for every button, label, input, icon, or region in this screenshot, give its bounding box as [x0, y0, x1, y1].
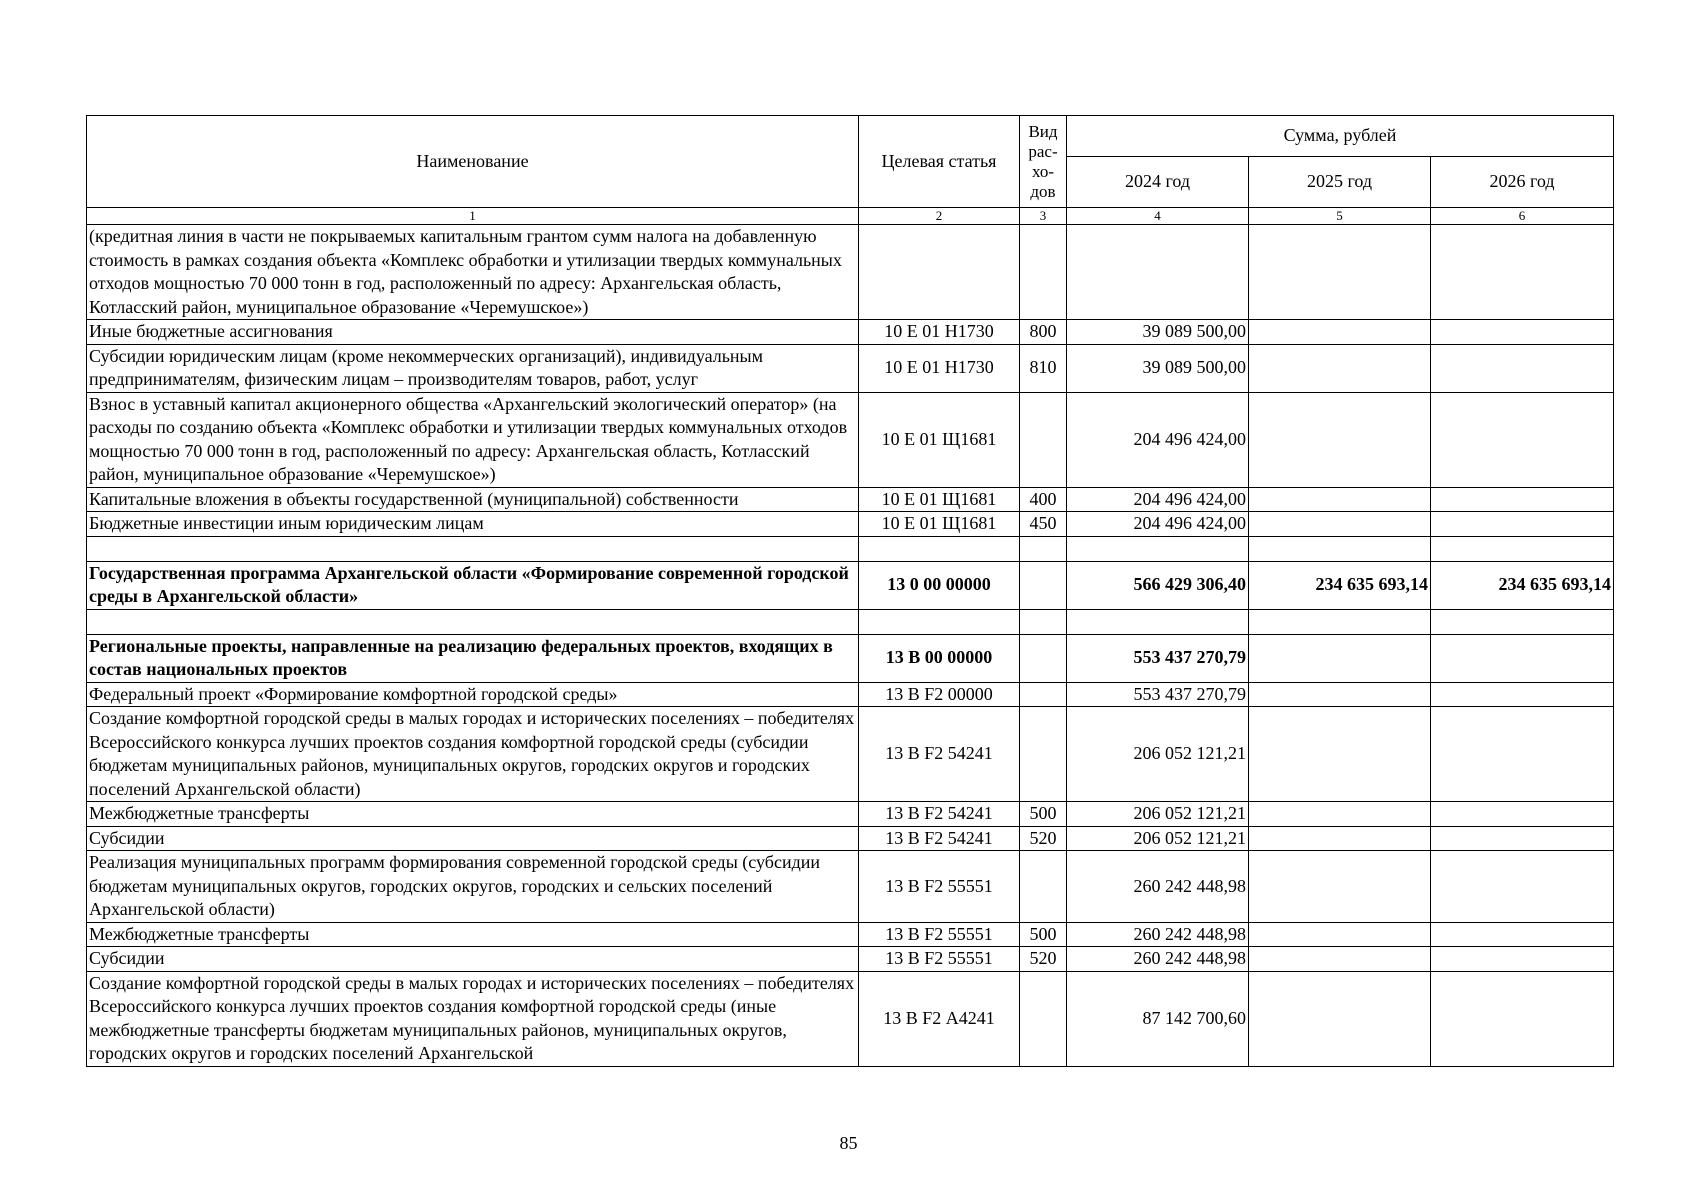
row-amount-2026	[1431, 802, 1614, 827]
row-amount-2026	[1431, 225, 1614, 320]
row-code: 10 Е 01 Щ1681	[859, 487, 1020, 512]
row-name: Межбюджетные трансферты	[87, 802, 859, 827]
row-vr: 520	[1020, 826, 1067, 851]
table-row	[87, 707, 1614, 802]
row-code: 10 Е 01 Н1730	[859, 320, 1020, 345]
row-code: 13 В F2 А4241	[859, 971, 1020, 1066]
row-amount-2024: 260 242 448,98	[1067, 947, 1249, 972]
row-amount-2026	[1431, 609, 1614, 634]
row-amount-2024: 206 052 121,21	[1067, 802, 1249, 827]
row-amount-2026	[1431, 947, 1614, 972]
table-row	[87, 826, 1614, 851]
row-vr: 400	[1020, 487, 1067, 512]
row-amount-2025	[1249, 487, 1431, 512]
header-target: Целевая статья	[859, 116, 1020, 208]
row-vr: 500	[1020, 802, 1067, 827]
row-amount-2025	[1249, 682, 1431, 707]
row-amount-2026	[1431, 392, 1614, 487]
row-name: Государственная программа Архангельской области «Формирование современной городской среды в Архангельской области»	[87, 561, 859, 609]
row-vr: 500	[1020, 922, 1067, 947]
header-sum: Сумма, рублей	[1067, 116, 1614, 157]
row-code	[859, 536, 1020, 561]
row-amount-2026	[1431, 344, 1614, 392]
row-vr: 810	[1020, 344, 1067, 392]
row-amount-2025	[1249, 802, 1431, 827]
table-row	[87, 802, 1614, 827]
row-name: Создание комфортной городской среды в малых городах и исторических поселениях – победителях Всероссийского конкурса лучших проектов создания комфортной городской среды (иные межбюджетные трансферты бюджетам муниципальных районов, муниципальных округов, городских округов и городских поселений Архангельской	[87, 971, 859, 1066]
row-amount-2024: 206 052 121,21	[1067, 707, 1249, 802]
column-numbers-row	[87, 208, 1614, 225]
row-amount-2024	[1067, 609, 1249, 634]
row-amount-2025	[1249, 851, 1431, 923]
page-number: 85	[839, 1133, 858, 1153]
table-row	[87, 947, 1614, 972]
row-name: Бюджетные инвестиции иным юридическим лицам	[87, 512, 859, 537]
row-vr	[1020, 682, 1067, 707]
row-amount-2024: 39 089 500,00	[1067, 320, 1249, 345]
row-amount-2024: 39 089 500,00	[1067, 344, 1249, 392]
row-amount-2025	[1249, 609, 1431, 634]
row-amount-2024: 87 142 700,60	[1067, 971, 1249, 1066]
row-name: Региональные проекты, направленные на реализацию федеральных проектов, входящих в состав национальных проектов	[87, 634, 859, 682]
row-code: 13 В F2 55551	[859, 947, 1020, 972]
row-amount-2025	[1249, 971, 1431, 1066]
row-amount-2026	[1431, 826, 1614, 851]
header-year-2024: 2024 год	[1067, 157, 1249, 208]
table-row	[87, 922, 1614, 947]
col-number: 3	[1020, 208, 1067, 225]
header-year-2025: 2025 год	[1249, 157, 1431, 208]
row-vr: 520	[1020, 947, 1067, 972]
header-year-2026: 2026 год	[1431, 157, 1614, 208]
table-row	[87, 971, 1614, 1066]
row-amount-2026	[1431, 487, 1614, 512]
header-expense-type: Вид рас-хо-дов	[1020, 116, 1067, 208]
table-row	[87, 225, 1614, 320]
row-code: 13 В 00 00000	[859, 634, 1020, 682]
row-vr: 450	[1020, 512, 1067, 537]
row-amount-2025	[1249, 320, 1431, 345]
row-amount-2026	[1431, 707, 1614, 802]
table-row	[87, 682, 1614, 707]
row-code: 13 В F2 54241	[859, 826, 1020, 851]
row-amount-2025	[1249, 344, 1431, 392]
row-code: 13 В F2 55551	[859, 922, 1020, 947]
row-code: 13 В F2 54241	[859, 707, 1020, 802]
row-amount-2026	[1431, 922, 1614, 947]
row-code	[859, 609, 1020, 634]
table-row	[87, 851, 1614, 923]
row-amount-2026	[1431, 536, 1614, 561]
row-name	[87, 609, 859, 634]
row-amount-2024: 204 496 424,00	[1067, 487, 1249, 512]
row-amount-2024: 260 242 448,98	[1067, 851, 1249, 923]
row-amount-2026: 234 635 693,14	[1431, 561, 1614, 609]
row-code: 10 Е 01 Щ1681	[859, 512, 1020, 537]
row-name: Межбюджетные трансферты	[87, 922, 859, 947]
row-amount-2026	[1431, 634, 1614, 682]
row-code: 13 В F2 54241	[859, 802, 1020, 827]
col-number: 5	[1249, 208, 1431, 225]
row-code	[859, 225, 1020, 320]
row-vr	[1020, 609, 1067, 634]
table-row-regional	[87, 634, 1614, 682]
row-name: Субсидии юридическим лицам (кроме некоммерческих организаций), индивидуальным предпринимателям, физическим лицам – производителям товаров, работ, услуг	[87, 344, 859, 392]
row-code: 10 Е 01 Щ1681	[859, 392, 1020, 487]
row-amount-2025	[1249, 225, 1431, 320]
row-amount-2024: 566 429 306,40	[1067, 561, 1249, 609]
row-vr	[1020, 225, 1067, 320]
row-amount-2025	[1249, 536, 1431, 561]
row-amount-2024: 206 052 121,21	[1067, 826, 1249, 851]
row-amount-2026	[1431, 682, 1614, 707]
spacer-row	[87, 609, 1614, 634]
row-amount-2025	[1249, 392, 1431, 487]
row-amount-2026	[1431, 512, 1614, 537]
col-number: 1	[87, 208, 859, 225]
row-amount-2024: 204 496 424,00	[1067, 392, 1249, 487]
row-name: Федеральный проект «Формирование комфортной городской среды»	[87, 682, 859, 707]
row-amount-2025	[1249, 707, 1431, 802]
col-number: 4	[1067, 208, 1249, 225]
table-row	[87, 344, 1614, 392]
row-vr	[1020, 561, 1067, 609]
row-name: Субсидии	[87, 947, 859, 972]
row-name: Создание комфортной городской среды в малых городах и исторических поселениях – победителях Всероссийского конкурса лучших проектов создания комфортной городской среды (субсидии бюджетам муниципальных районов, муниципальных округов, городских округов и городских поселений Архангельской области)	[87, 707, 859, 802]
row-vr	[1020, 634, 1067, 682]
row-amount-2026	[1431, 971, 1614, 1066]
row-name: Взнос в уставный капитал акционерного общества «Архангельский экологический оператор» (на расходы по созданию объекта «Комплекс обработки и утилизации твердых коммунальных отходов мощностью 70 000 тонн в год, расположенный по адресу: Архангельская область, Котласский район, муниципальное образование «Черемушское»)	[87, 392, 859, 487]
row-amount-2024	[1067, 536, 1249, 561]
row-name: Субсидии	[87, 826, 859, 851]
table-header	[87, 116, 1614, 225]
row-name	[87, 536, 859, 561]
table-row	[87, 487, 1614, 512]
header-name: Наименование	[87, 116, 859, 208]
row-name: (кредитная линия в части не покрываемых капитальным грантом сумм налога на добавленную стоимость в рамках создания объекта «Комплекс обработки и утилизации твердых коммунальных отходов мощностью 70 000 тонн в год, расположенный по адресу: Архангельская область, Котласский район, муниципальное образование «Черемушское»)	[87, 225, 859, 320]
row-code: 13 В F2 55551	[859, 851, 1020, 923]
row-amount-2024	[1067, 225, 1249, 320]
row-amount-2025	[1249, 634, 1431, 682]
row-code: 10 Е 01 Н1730	[859, 344, 1020, 392]
row-amount-2024: 260 242 448,98	[1067, 922, 1249, 947]
col-number: 2	[859, 208, 1020, 225]
table-row-program	[87, 561, 1614, 609]
row-vr: 800	[1020, 320, 1067, 345]
row-amount-2025	[1249, 922, 1431, 947]
row-code: 13 0 00 00000	[859, 561, 1020, 609]
table-row	[87, 320, 1614, 345]
row-name: Капитальные вложения в объекты государственной (муниципальной) собственности	[87, 487, 859, 512]
table-row	[87, 512, 1614, 537]
row-amount-2025	[1249, 947, 1431, 972]
row-amount-2024: 553 437 270,79	[1067, 682, 1249, 707]
row-amount-2026	[1431, 851, 1614, 923]
row-amount-2025: 234 635 693,14	[1249, 561, 1431, 609]
row-vr	[1020, 392, 1067, 487]
spacer-row	[87, 536, 1614, 561]
row-amount-2024: 204 496 424,00	[1067, 512, 1249, 537]
table-body	[87, 225, 1614, 1067]
row-vr	[1020, 707, 1067, 802]
row-code: 13 В F2 00000	[859, 682, 1020, 707]
row-name: Реализация муниципальных программ формирования современной городской среды (субсидии бюджетам муниципальных округов, городских округов, городских и сельских поселений Архангельской области)	[87, 851, 859, 923]
col-number: 6	[1431, 208, 1614, 225]
row-vr	[1020, 536, 1067, 561]
row-amount-2025	[1249, 826, 1431, 851]
row-vr	[1020, 851, 1067, 923]
row-amount-2024: 553 437 270,79	[1067, 634, 1249, 682]
row-vr	[1020, 971, 1067, 1066]
row-amount-2025	[1249, 512, 1431, 537]
budget-table	[86, 115, 1614, 1067]
row-amount-2026	[1431, 320, 1614, 345]
table-row	[87, 392, 1614, 487]
row-name: Иные бюджетные ассигнования	[87, 320, 859, 345]
